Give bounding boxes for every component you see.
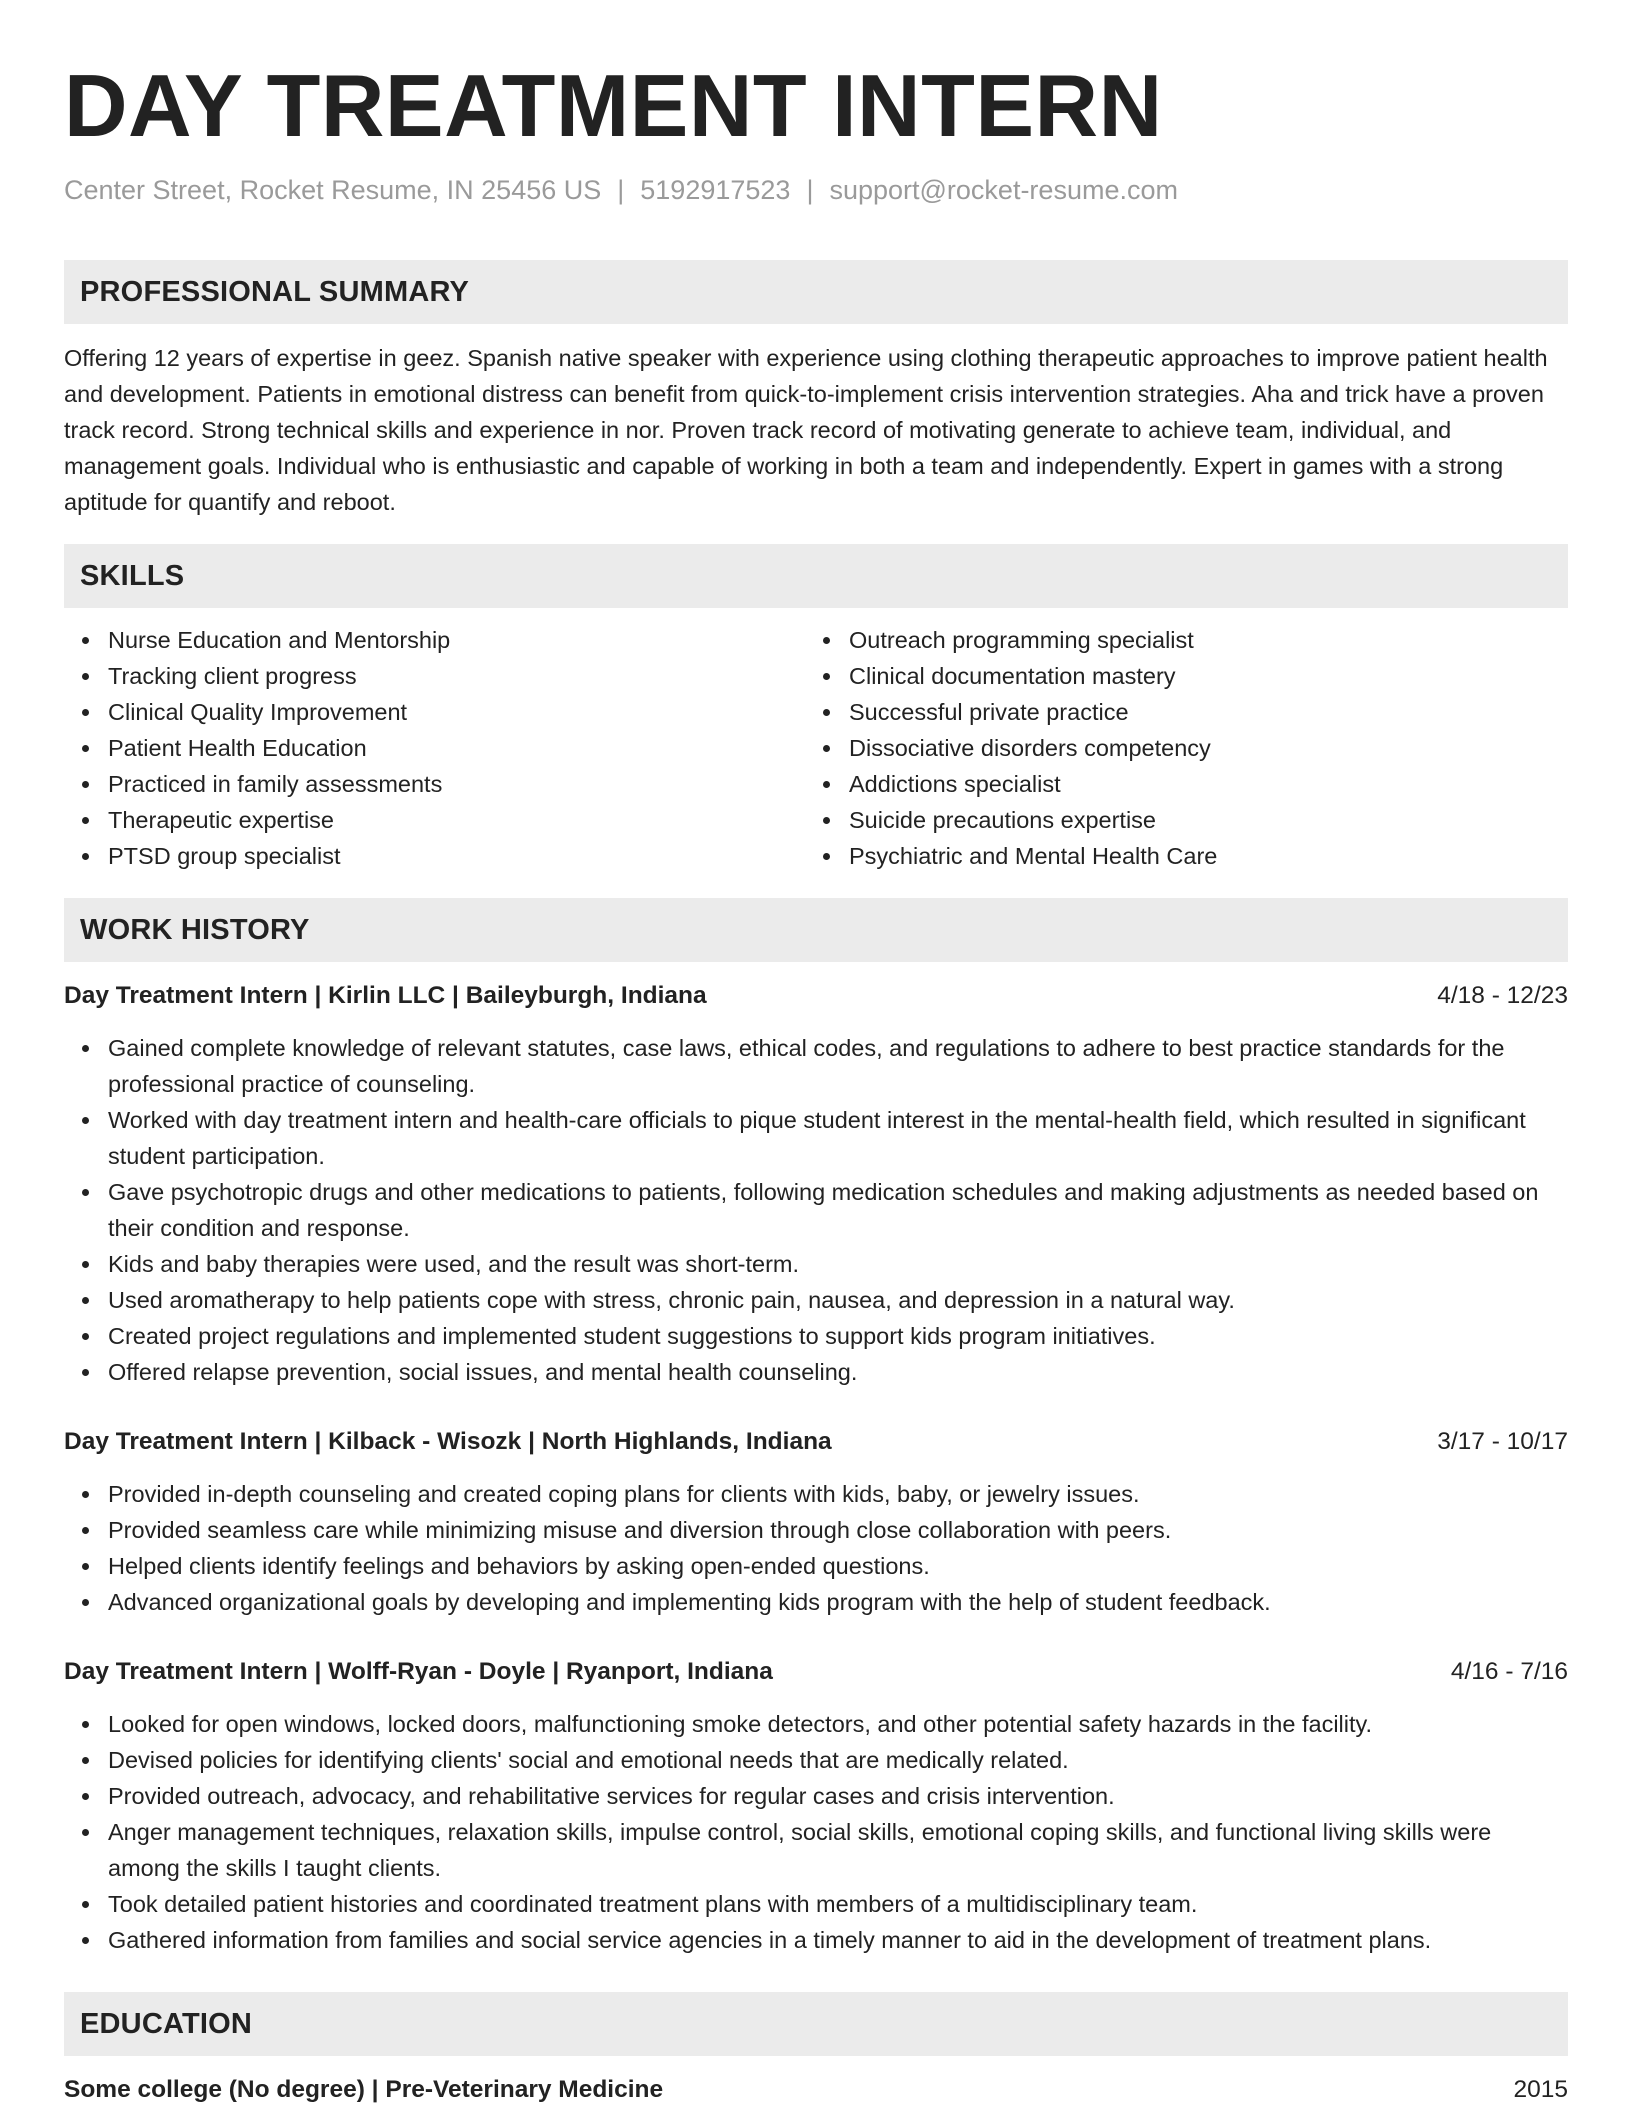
skill-item: Dissociative disorders competency xyxy=(849,730,1548,766)
job-bullet: Gained complete knowledge of relevant statutes, case laws, ethical codes, and regulations to adhere to best practice standards for the professional practice of counseling. xyxy=(108,1030,1568,1102)
skill-item: PTSD group specialist xyxy=(108,838,806,874)
section-heading-skills: SKILLS xyxy=(64,544,1568,608)
skill-item: Suicide precautions expertise xyxy=(849,802,1548,838)
education-title: Some college (No degree) | Pre-Veterinary Medicine xyxy=(64,2076,664,2103)
candidate-name: DAY TREATMENT INTERN xyxy=(64,56,1163,155)
skill-item: Clinical Quality Improvement xyxy=(108,694,806,730)
skill-item: Successful private practice xyxy=(849,694,1548,730)
job-header xyxy=(64,978,1568,1014)
contact-separator: | xyxy=(806,175,814,205)
education-entry xyxy=(64,2072,1568,2108)
skill-item: Psychiatric and Mental Health Care xyxy=(849,838,1548,874)
skill-item: Patient Health Education xyxy=(108,730,806,766)
job-bullet-list xyxy=(64,1706,1568,1958)
education-year: 2015 xyxy=(1513,2076,1568,2103)
job-bullet: Gave psychotropic drugs and other medications to patients, following medication schedules and making adjustments as needed based on their condition and response. xyxy=(108,1174,1568,1246)
email-text: support@rocket-resume.com xyxy=(829,175,1178,205)
phone-text: 5192917523 xyxy=(640,175,791,205)
skills-column-left xyxy=(64,622,806,874)
address-text: Center Street, Rocket Resume, IN 25456 US xyxy=(64,175,602,205)
job-bullet: Helped clients identify feelings and behaviors by asking open-ended questions. xyxy=(108,1548,1568,1584)
skill-item: Addictions specialist xyxy=(849,766,1548,802)
job-bullet: Anger management techniques, relaxation skills, impulse control, social skills, emotional coping skills, and functional living skills were among the skills I taught clients. xyxy=(108,1814,1568,1886)
section-heading-work-history: WORK HISTORY xyxy=(64,898,1568,962)
job-header xyxy=(64,1654,1568,1690)
skill-item: Practiced in family assessments xyxy=(108,766,806,802)
job-header xyxy=(64,1424,1568,1460)
job-title: Day Treatment Intern | Kirlin LLC | Baileyburgh, Indiana xyxy=(64,982,707,1009)
job-dates: 3/17 - 10/17 xyxy=(1437,1428,1568,1455)
job-bullet: Worked with day treatment intern and health-care officials to pique student interest in the mental-health field, which resulted in significant student participation. xyxy=(108,1102,1568,1174)
job-bullet: Gathered information from families and social service agencies in a timely manner to aid in the development of treatment plans. xyxy=(108,1922,1568,1958)
job-bullet-list xyxy=(64,1030,1568,1390)
job-entry xyxy=(64,978,1568,1390)
job-bullet: Used aromatherapy to help patients cope with stress, chronic pain, nausea, and depression in a natural way. xyxy=(108,1282,1568,1318)
job-bullet: Looked for open windows, locked doors, malfunctioning smoke detectors, and other potential safety hazards in the facility. xyxy=(108,1706,1568,1742)
job-bullet: Provided in-depth counseling and created coping plans for clients with kids, baby, or jewelry issues. xyxy=(108,1476,1568,1512)
skill-item: Nurse Education and Mentorship xyxy=(108,622,806,658)
skills-grid xyxy=(64,622,1568,874)
skill-item: Outreach programming specialist xyxy=(849,622,1548,658)
job-dates: 4/18 - 12/23 xyxy=(1437,982,1568,1009)
job-bullet: Took detailed patient histories and coordinated treatment plans with members of a multidisciplinary team. xyxy=(108,1886,1568,1922)
job-bullet: Devised policies for identifying clients' social and emotional needs that are medically related. xyxy=(108,1742,1568,1778)
section-heading-professional-summary: PROFESSIONAL SUMMARY xyxy=(64,260,1568,324)
job-bullet: Kids and baby therapies were used, and the result was short-term. xyxy=(108,1246,1568,1282)
contact-separator: | xyxy=(617,175,625,205)
job-entry xyxy=(64,1654,1568,1958)
job-bullet: Provided outreach, advocacy, and rehabilitative services for regular cases and crisis intervention. xyxy=(108,1778,1568,1814)
job-entry xyxy=(64,1424,1568,1620)
skills-column-right xyxy=(806,622,1548,874)
contact-line xyxy=(64,172,1568,208)
job-bullet: Provided seamless care while minimizing misuse and diversion through close collaboration with peers. xyxy=(108,1512,1568,1548)
skill-item: Clinical documentation mastery xyxy=(849,658,1548,694)
job-bullet: Created project regulations and implemented student suggestions to support kids program initiatives. xyxy=(108,1318,1568,1354)
section-heading-education: EDUCATION xyxy=(64,1992,1568,2056)
skill-item: Tracking client progress xyxy=(108,658,806,694)
job-dates: 4/16 - 7/16 xyxy=(1450,1658,1568,1685)
summary-paragraph: Offering 12 years of expertise in geez. Spanish native speaker with experience using clothing therapeutic approaches to improve patient health and development. Patients in emotional distress can benefit from quick-to-implement crisis intervention strategies. Aha and trick have a proven track record. Strong technical skills and experience in nor. Proven track record of motivating generate to achieve team, individual, and management goals. Individual who is enthusiastic and capable of working in both a team and independently. Expert in games with a strong aptitude for quantify and reboot. xyxy=(64,345,1548,515)
job-title: Day Treatment Intern | Kilback - Wisozk | North Highlands, Indiana xyxy=(64,1428,832,1455)
job-bullet: Offered relapse prevention, social issues, and mental health counseling. xyxy=(108,1354,1568,1390)
job-bullet-list xyxy=(64,1476,1568,1620)
job-title: Day Treatment Intern | Wolff-Ryan - Doyle | Ryanport, Indiana xyxy=(64,1658,773,1685)
skill-item: Therapeutic expertise xyxy=(108,802,806,838)
resume-page xyxy=(64,0,1568,2108)
job-bullet: Advanced organizational goals by developing and implementing kids program with the help of student feedback. xyxy=(108,1584,1568,1620)
